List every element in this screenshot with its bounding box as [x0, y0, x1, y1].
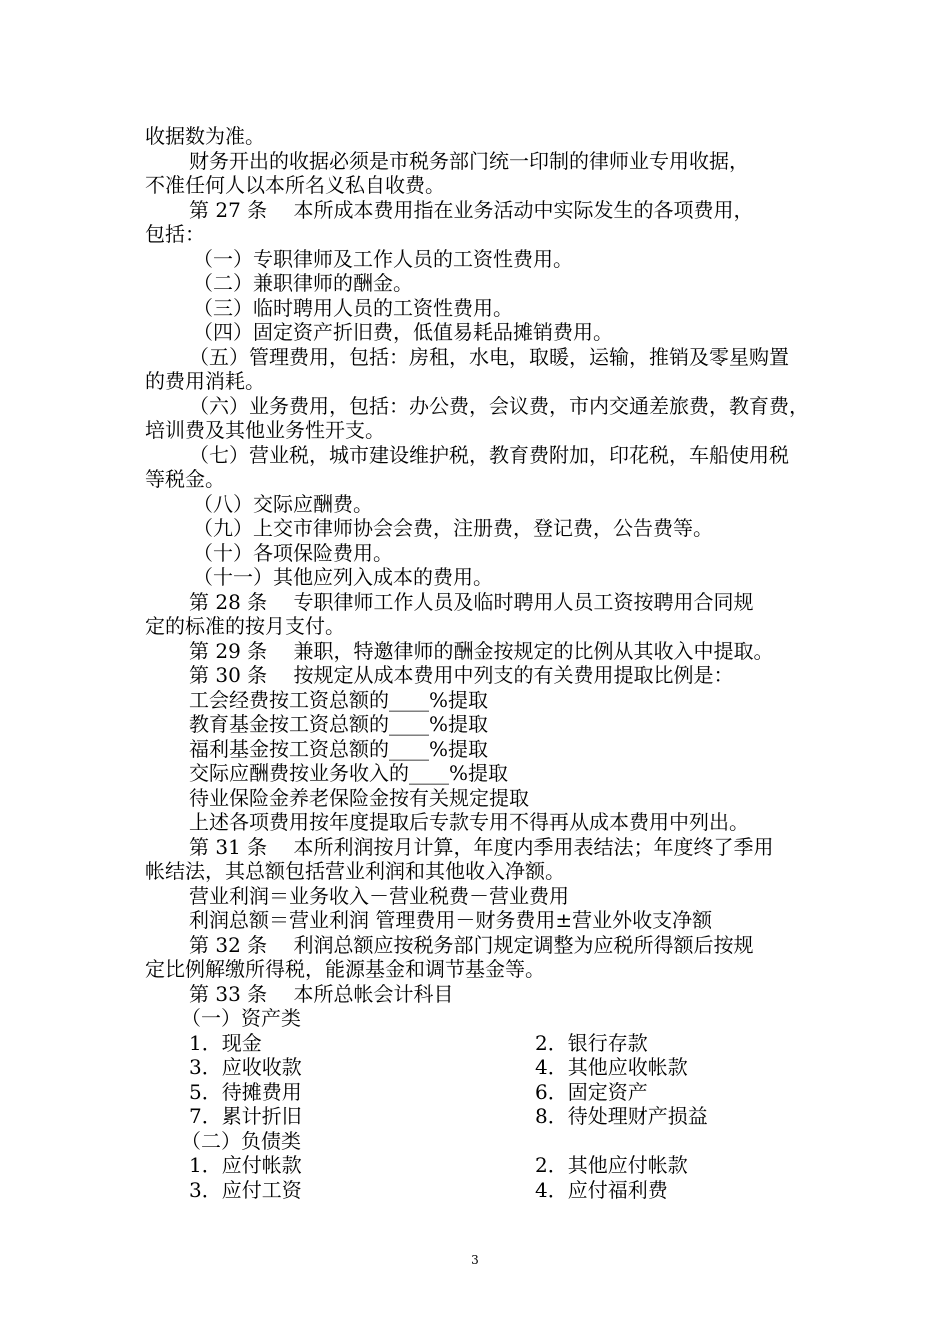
paragraph-line: （三）临时聘用人员的工资性费用。: [193, 295, 513, 320]
paragraph-line: 第 30 条 按规定从成本费用中列支的有关费用提取比例是：: [189, 663, 734, 687]
account-row: [145, 1055, 825, 1080]
paragraph-line: 第 27 条 本所成本费用指在业务活动中实际发生的各项费用，: [189, 197, 754, 222]
paragraph-line: 财务开出的收据必须是市税务部门统一印制的律师业专用收据，: [189, 148, 749, 173]
paragraph-line: 的费用消耗。: [145, 369, 265, 393]
account-item: 2．银行存款: [535, 1030, 648, 1055]
account-item: 2．其他应付帐款: [535, 1153, 688, 1177]
account-item: 4．其他应收帐款: [535, 1055, 688, 1079]
paragraph-line: 定的标准的按月支付。: [145, 614, 345, 638]
account-row: [145, 1080, 825, 1105]
account-item: 1．现金: [189, 1030, 262, 1055]
account-item: 5．待摊费用: [189, 1079, 302, 1104]
account-item: 1．应付帐款: [189, 1153, 302, 1177]
paragraph-line: 第 29 条 兼职，特邀律师的酬金按规定的比例从其收入中提取。: [189, 638, 774, 663]
paragraph-line: （八）交际应酬费。: [193, 491, 373, 516]
paragraph-line: 教育基金按工资总额的____%提取: [189, 712, 489, 736]
paragraph-line: 等税金。: [145, 467, 225, 491]
paragraph-line: 定比例解缴所得税，能源基金和调节基金等。: [145, 957, 545, 981]
paragraph-line: 福利基金按工资总额的____%提取: [189, 736, 489, 761]
paragraph-line: 帐结法，其总额包括营业利润和其他收入净额。: [145, 859, 565, 883]
paragraph-line: 第 31 条 本所利润按月计算，年度内季用表结法；年度终了季用: [189, 834, 774, 859]
account-item: 7．累计折旧: [189, 1104, 302, 1128]
paragraph-line: （九）上交市律师协会会费，注册费，登记费，公告费等。: [193, 516, 713, 540]
paragraph-line: 包括：: [145, 222, 205, 246]
paragraph-line: 第 33 条 本所总帐会计科目: [189, 981, 454, 1006]
paragraph-line: 营业利润＝业务收入－营业税费－营业费用: [189, 883, 569, 908]
paragraph-line: （五）管理费用，包括：房租，水电，取暖，运输，推销及零星购置: [189, 344, 789, 369]
paragraph-line: （四）固定资产折旧费，低值易耗品摊销费用。: [193, 320, 613, 344]
page-number: 3: [471, 1253, 479, 1267]
account-item: 4．应付福利费: [535, 1177, 668, 1202]
account-item: 3．应付工资: [189, 1177, 302, 1202]
account-row: [145, 1153, 825, 1178]
paragraph-line: （七）营业税，城市建设维护税，教育费附加，印花税，车船使用税: [189, 442, 789, 467]
paragraph-line: 交际应酬费按业务收入的____%提取: [189, 761, 509, 785]
paragraph-line: （六）业务费用，包括：办公费，会议费，市内交通差旅费，教育费，: [189, 393, 809, 418]
liabilities-heading: （二）负债类: [181, 1128, 301, 1153]
paragraph-line: 不准任何人以本所名义私自收费。: [145, 173, 445, 197]
paragraph-line: （十一）其他应列入成本的费用。: [193, 565, 493, 589]
account-row: [145, 1104, 825, 1129]
paragraph-line: （一）专职律师及工作人员的工资性费用。: [193, 246, 573, 271]
account-row: [145, 1178, 825, 1203]
paragraph-line: 收据数为准。: [145, 124, 265, 148]
account-item: 3．应收收款: [189, 1055, 302, 1079]
paragraph-line: 待业保险金养老保险金按有关规定提取: [189, 785, 529, 810]
paragraph-line: （一）资产类: [181, 1006, 301, 1030]
paragraph-line: 第 32 条 利润总额应按税务部门规定调整为应税所得额后按规: [189, 932, 754, 957]
paragraph-line: 上述各项费用按年度提取后专款专用不得再从成本费用中列出。: [189, 810, 749, 834]
paragraph-line: （二）兼职律师的酬金。: [193, 271, 413, 295]
document-body: [145, 124, 825, 1202]
account-item: 6．固定资产: [535, 1079, 648, 1104]
paragraph-line: 利润总额＝营业利润 管理费用－财务费用±营业外收支净额: [189, 908, 713, 932]
paragraph-line: （十）各项保险费用。: [193, 540, 393, 565]
paragraph-line: 工会经费按工资总额的____%提取: [189, 687, 489, 712]
paragraph-line: 培训费及其他业务性开支。: [145, 418, 385, 442]
account-row: [145, 1031, 825, 1056]
paragraph-line: 第 28 条 专职律师工作人员及临时聘用人员工资按聘用合同规: [189, 589, 754, 614]
account-item: 8．待处理财产损益: [535, 1104, 708, 1128]
